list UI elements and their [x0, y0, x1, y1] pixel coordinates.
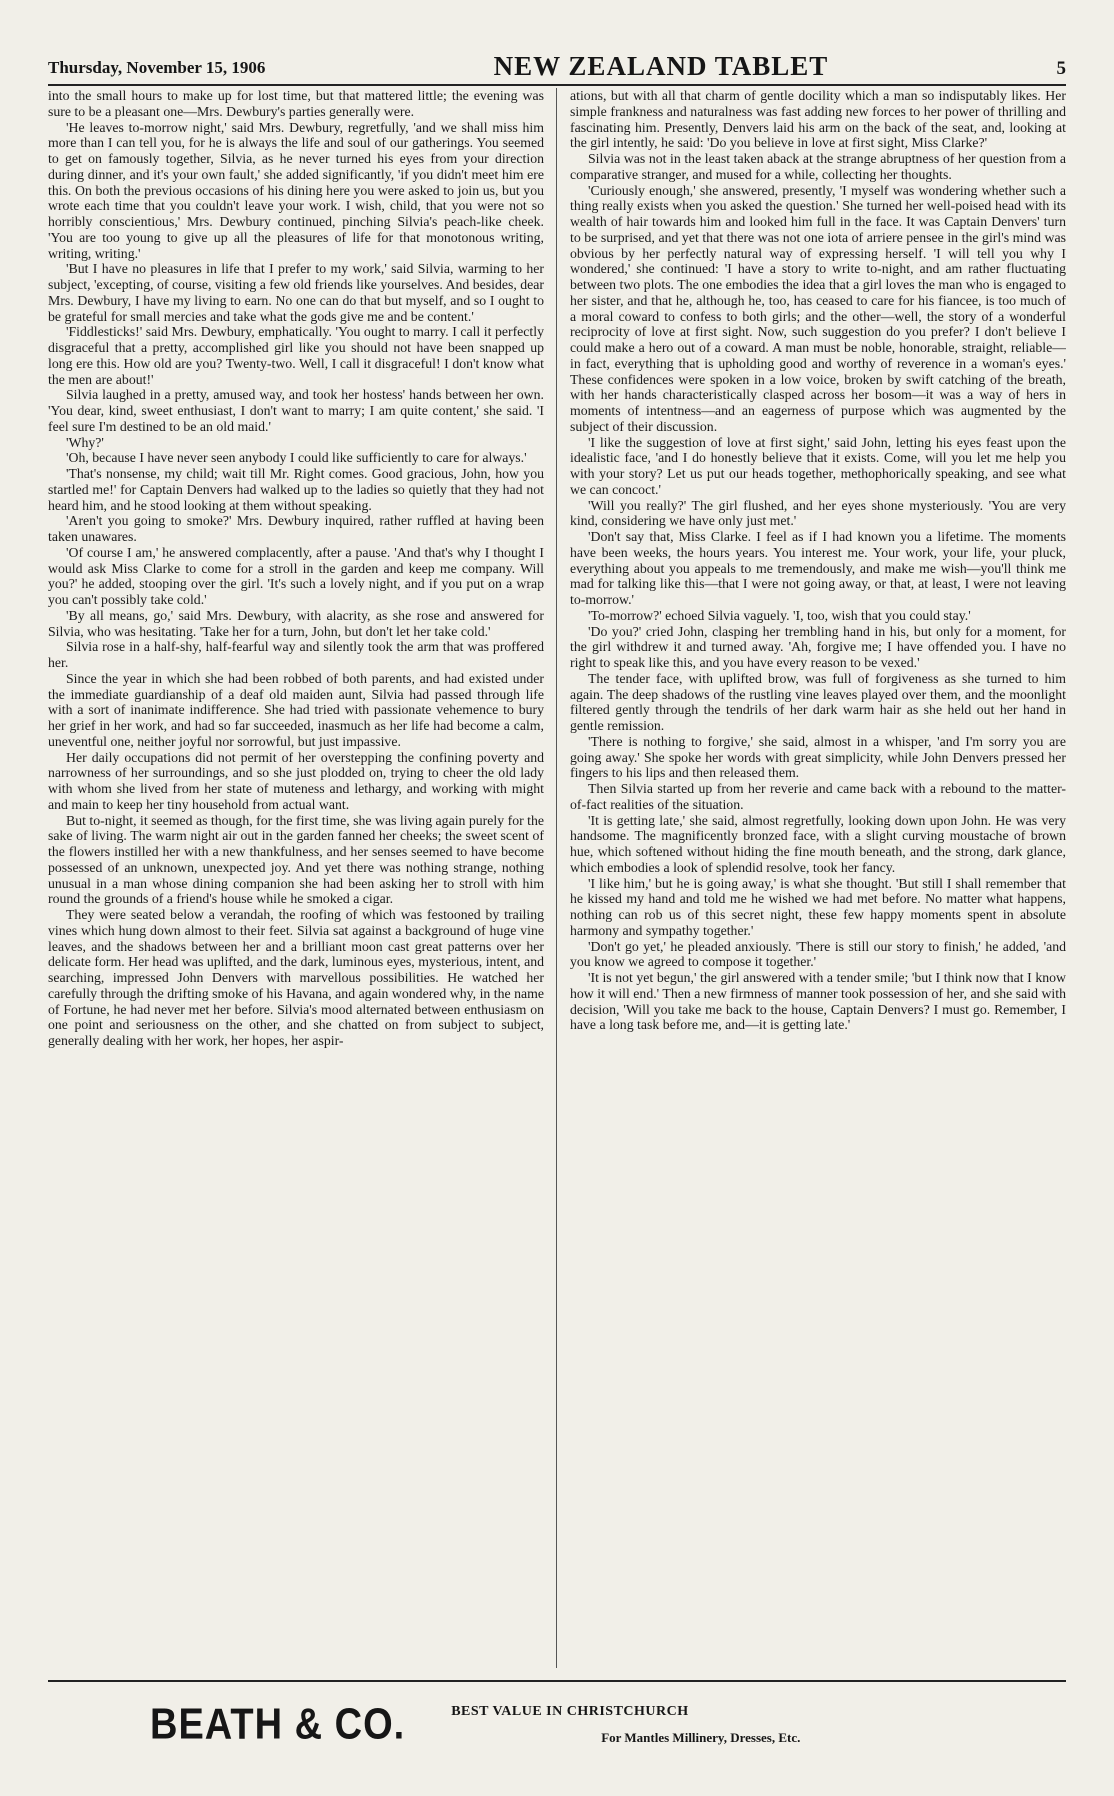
paragraph: 'Don't say that, Miss Clarke. I feel as if I had known you a lifetime. The moments have been weeks, the hours years. You interest me. Your work, your life, your pluck, everything about you appeals to me tremendously, and make me wish—you'll think me mad for talking like this—that I were not going away, or that, at least, I were not leaving to-morrow.'	[570, 529, 1066, 607]
left-column	[48, 88, 557, 1668]
paragraph: 'I like the suggestion of love at first sight,' said John, letting his eyes feast upon the idealistic face, 'and I do honestly believe that it exists. Come, will you let me help you with your story? Let us put our heads together, methophorically speaking, and see what we can concoct.'	[570, 434, 1066, 497]
paragraph: 'That's nonsense, my child; wait till Mr. Right comes. Good gracious, John, how you startled me!' for Captain Denvers had walked up to the ladies so quietly that they had not heard him, and he stood looking at them without speaking.	[48, 466, 544, 513]
paragraph: Her daily occupations did not permit of her overstepping the confining poverty and narrowness of her surroundings, and so she just plodded on, trying to cheer the old lady with whom she lived from her state of muteness and lethargy, and working with might and main to keep her tiny household from actual want.	[48, 749, 544, 812]
paragraph: 'Don't go yet,' he pleaded anxiously. 'There is still our story to finish,' he added, 'and you know we agreed to compose it together.'	[570, 938, 1066, 970]
paragraph: 'It is not yet begun,' the girl answered with a tender smile; 'but I think now that I know how it will end.' Then a new firmness of manner took possession of her, and she said with decision, 'Will you take me back to the house, Captain Denvers? I must go. Remember, I have a long task before me, and—it is getting late.'	[570, 970, 1066, 1033]
paragraph: Then Silvia started up from her reverie and came back with a rebound to the matter-of-fact realities of the situation.	[570, 781, 1066, 812]
paragraph: 'Do you?' cried John, clasping her trembling hand in his, but only for a moment, for the girl withdrew it and turned away. 'Ah, forgive me; I have offended you. I have no right to speak like this, and you have every reason to be vexed.'	[570, 623, 1066, 670]
masthead	[48, 40, 1066, 86]
advertisement-products: For Mantles Millinery, Dresses, Etc.	[601, 1730, 801, 1745]
paragraph: Silvia rose in a half-shy, half-fearful way and silently took the arm that was proffered her.	[48, 639, 544, 670]
page-number: 5	[1056, 58, 1066, 79]
newspaper-title: NEW ZEALAND TABLET	[493, 51, 829, 81]
advertisement-text	[451, 1704, 800, 1746]
paragraph: ations, but with all that charm of gentle docility which a man so indisputably likes. Her simple frankness and naturalness was fast adding new forces to her power of thrilling and fascinating him. Presently, Denvers laid his arm on the back of the seat, and, looking at the girl intently, he said: 'Do you believe in love at first sight, Miss Clarke?'	[570, 88, 1066, 151]
right-column	[557, 88, 1066, 1668]
paragraph: into the small hours to make up for lost time, but that mattered little; the evening was sure to be a pleasant one—Mrs. Dewbury's parties generally were.	[48, 88, 544, 119]
paragraph: 'Why?'	[66, 434, 104, 450]
paragraph: Silvia was not in the least taken aback at the strange abruptness of her question from a comparative stranger, and mused for a while, collecting her thoughts.	[570, 151, 1066, 182]
issue-date: Thursday, November 15, 1906	[48, 58, 266, 77]
paragraph: 'Curiously enough,' she answered, presently, 'I myself was wondering whether such a thing really exists when you asked the question.' She turned her well-poised head with its wealth of hair towards him and looked him full in the face. It was Captain Denvers' turn to be surprised, and yet that there was not one iota of arriere pensee in the girl's mind was obvious by her perfectly natural way of expressing herself. 'I will tell you why I wondered,' she continued: 'I have a story to write to-night, and am rather fluctuating between two plots. The one embodies the idea that a girl loves the man who is engaged to her sister, and that he, although he, too, has ceased to care for his fiancee, is too much of a moral coward to confess to both girls; and the other—well, the story of a wonderful reciprocity of love at first sight. Now, such suggestion do you prefer? I don't believe I could make a hero out of a coward. A man must be noble, honorable, straight, reliable—in fact, everything that is upholding good and worthy of reverence in a woman's eyes.' These confidences were spoken in a low voice, broken by swift catching of the breath, with her hands characteristically clasped across her bosom—it was a way of hers in moments of intentness—and an eagerness of purpose which was augmented by the subject of their discussion.	[570, 182, 1066, 434]
paragraph: 'To-morrow?' echoed Silvia vaguely. 'I, too, wish that you could stay.'	[588, 607, 971, 623]
paragraph: Since the year in which she had been robbed of both parents, and had existed under the immediate guardianship of a deaf old maiden aunt, Silvia had passed through life with a sort of inanimate indifference. She had tried with passionate vehemence to bury her grief in her work, and had so far succeeded, inasmuch as her life had become a calm, uneventful one, neither joyful nor sorrowful, but just impassive.	[48, 670, 544, 749]
paragraph: 'Will you really?' The girl flushed, and her eyes shone mysteriously. 'You are very kind, considering we have only just met.'	[570, 497, 1066, 529]
advertisement-slogan: BEST VALUE IN CHRISTCHURCH	[451, 1704, 689, 1719]
paragraph: 'It is getting late,' she said, almost regretfully, looking down upon John. He was very handsome. The magnificently bronzed face, with a slight curving moustache of brown hue, which softened without hiding the fine mouth beneath, and the strong, dark glance, which embodies a look of splendid resolve, took her fancy.	[570, 812, 1066, 875]
article-columns	[48, 88, 1066, 1668]
advertisement	[48, 1690, 1066, 1760]
paragraph: 'Oh, because I have never seen anybody I could like sufficiently to care for always.'	[66, 450, 527, 466]
paragraph: 'Aren't you going to smoke?' Mrs. Dewbury inquired, rather ruffled at having been taken unawares.	[48, 513, 544, 544]
paragraph: 'By all means, go,' said Mrs. Dewbury, with alacrity, as she rose and answered for Silvia, who was hesitating. 'Take her for a turn, John, but don't let her take cold.'	[48, 607, 544, 639]
advertiser-name: BEATH & CO.	[150, 1700, 406, 1749]
paragraph: They were seated below a verandah, the roofing of which was festooned by trailing vines which hung down almost to their feet. Silvia sat against a background of huge vine leaves, and the shadows between her and a brilliant moon cast great patterns over her delicate form. Her head was uplifted, and the dark, luminous eyes, mysterious, intent, and searching, impressed John Denvers with marvellous possibilities. He watched her carefully through the drifting smoke of his Havana, and again wondered why, in the name of Fortune, he had never met her before. Silvia's mood alternated between enthusiasm on one point and seriousness on the other, and she chatted on from subject to subject, generally dealing with her work, her hopes, her aspir-	[48, 907, 544, 1048]
advertisement-divider	[48, 1680, 1066, 1682]
paragraph: 'But I have no pleasures in life that I prefer to my work,' said Silvia, warming to her subject, 'excepting, of course, visiting a few old friends like yourselves. And besides, dear Mrs. Dewbury, I have my living to earn. No one can do that but myself, and so I ought to be grateful for small mercies and take what the gods give me and be content.'	[48, 261, 544, 324]
paragraph: 'Fiddlesticks!' said Mrs. Dewbury, emphatically. 'You ought to marry. I call it perfectly disgraceful that a pretty, accomplished girl like you should not have been snapped up long ere this. How old are you? Twenty-two. Well, I call it disgraceful! I don't know what the men are about!'	[48, 324, 544, 387]
paragraph: 'Of course I am,' he answered complacently, after a pause. 'And that's why I thought I would ask Miss Clarke to come for a stroll in the garden and keep me company. Will you?' he added, stooping over the girl. 'It's such a lovely night, and if you put on a wrap you can't possibly take cold.'	[48, 544, 544, 607]
paragraph: Silvia laughed in a pretty, amused way, and took her hostess' hands between her own. 'You dear, kind, sweet enthusiast, I don't want to marry; I am quite content,' she said. 'I feel sure I'm destined to be an old maid.'	[48, 387, 544, 434]
paragraph: 'There is nothing to forgive,' she said, almost in a whisper, 'and I'm sorry you are going away.' She spoke her words with great simplicity, while John Denvers pressed her fingers to his lips and then released them.	[570, 733, 1066, 781]
paragraph: But to-night, it seemed as though, for the first time, she was living again purely for the sake of living. The warm night air out in the garden fanned her cheeks; the sweet scent of the flowers instilled her with a new thankfulness, and her senses seemed to have become possessed of an unknown, unexpected joy. And yet there was nothing strange, nothing unusual in a man whose dining companion she had been asking her to stroll with him round the grounds of a friend's house while he smoked a cigar.	[48, 812, 544, 907]
paragraph: The tender face, with uplifted brow, was full of forgiveness as she turned to him again. The deep shadows of the rustling vine leaves played over them, and the moonlight filtered gently through the tendrils of her dark warm hair as she held out her hand in gentle remission.	[570, 670, 1066, 733]
paragraph: 'He leaves to-morrow night,' said Mrs. Dewbury, regretfully, 'and we shall miss him more than I can tell you, for he is always the life and soul of our gatherings. You seemed to get on famously together, Silvia, as he never turned his eyes from your direction during dinner, and it's your own fault,' she added significantly, 'if you didn't meet him ere this. On both the previous occasions of his dining here you were asked to join us, but you wrote each time that you couldn't leave your work. I wish, child, that you were not so horribly conscientious,' Mrs. Dewbury continued, pinching Silvia's peach-like cheek. 'You are too young to give up all the pleasures of life for that monotonous writing, writing, writing.'	[48, 119, 544, 261]
paragraph: 'I like him,' but he is going away,' is what she thought. 'But still I shall remember that he kissed my hand and told me he wished we had met before. No matter what happens, nothing can rob us of this secret night, these few happy moments spent in absolute harmony and sympathy together.'	[570, 875, 1066, 938]
